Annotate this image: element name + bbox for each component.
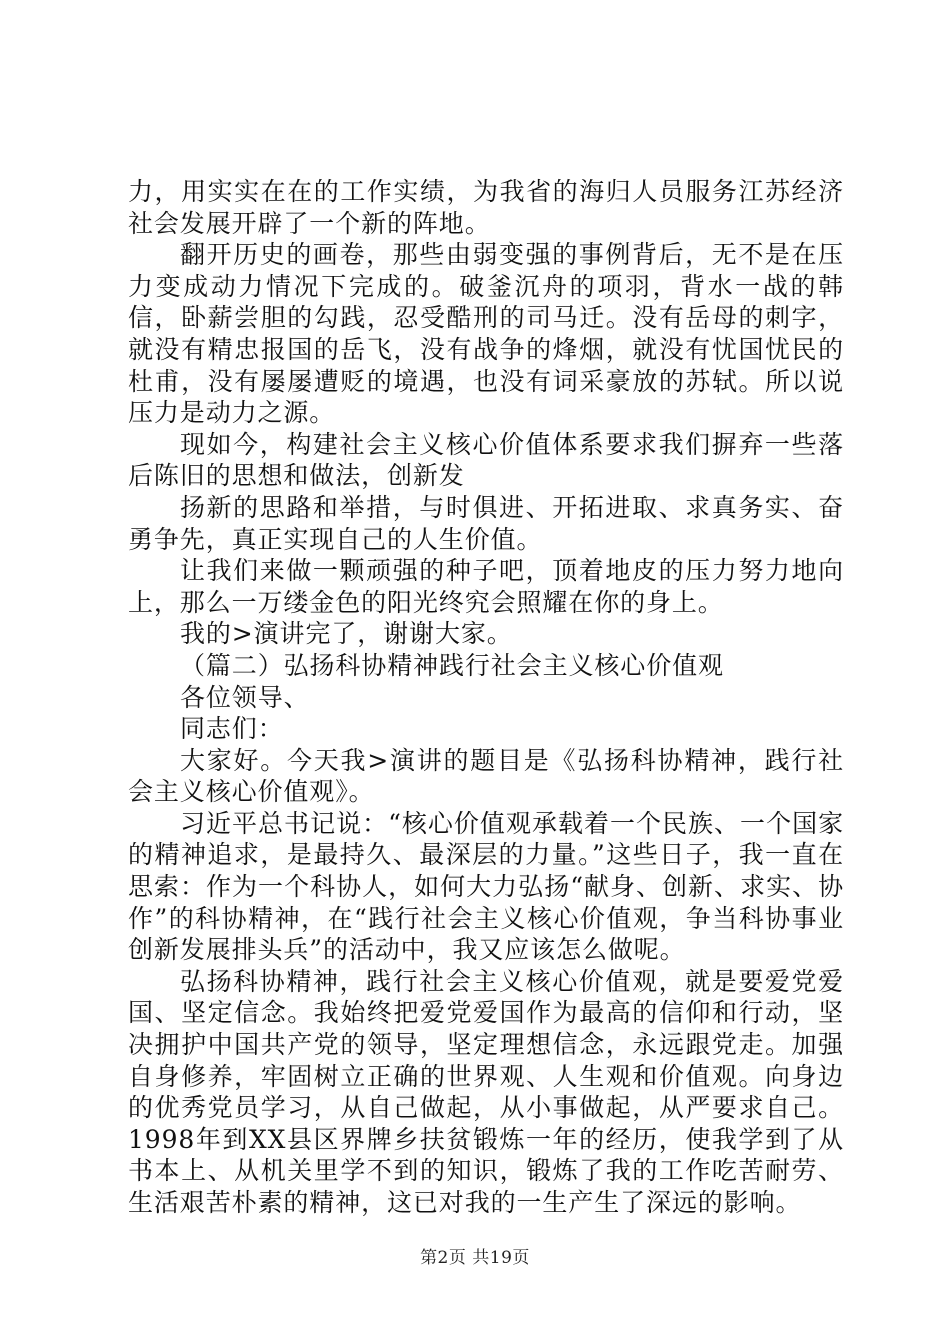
paragraph: 弘扬科协精神，践行社会主义核心价值观，就是要爱党爱国、坚定信念。我始终把爱党爱国作为最高的信仰和行动，坚决拥护中国共产党的领导，坚定理想信念，永远跟党走。加强自身修养，牢固树立正确的世界观、人生观和价值观。向身边的优秀党员学习，从自己做起，从小事做起，从严要求自己。1998年到XX县区界牌乡扶贫锻炼一年的经历，使我学到了从书本上、从机关里学不到的知识，锻炼了我的工作吃苦耐劳、生活艰苦朴素的精神，这已对我的一生产生了深远的影响。 — [128, 966, 844, 1217]
document-body — [128, 176, 844, 1219]
paragraph: 习近平总书记说：“核心价值观承载着一个民族、一个国家的精神追求，是最持久、最深层的力量。”这些日子，我一直在思索：作为一个科协人，如何大力弘扬“献身、创新、求实、协作”的科协精神，在“践行社会主义核心价值观，争当科协事业创新发展排头兵”的活动中，我又应该怎么做呢。 — [128, 808, 844, 965]
paragraph: 让我们来做一颗顽强的种子吧，顶着地皮的压力努力地向上，那么一万缕金色的阳光终究会照耀在你的身上。 — [128, 556, 844, 617]
paragraph: 扬新的思路和举措，与时俱进、开拓进取、求真务实、奋勇争先，真正实现自己的人生价值。 — [128, 492, 844, 554]
paragraph: 力，用实实在在的工作实绩，为我省的海归人员服务江苏经济社会发展开辟了一个新的阵地。 — [128, 177, 844, 238]
paragraph: 现如今，构建社会主义核心价值体系要求我们摒弃一些落后陈旧的思想和做法，创新发 — [128, 429, 844, 491]
salutation: 同志们： — [180, 714, 284, 744]
page-number: 第2页 共19页 — [420, 1248, 530, 1268]
salutation: 各位领导、 — [180, 682, 310, 712]
paragraph: 我的>演讲完了，谢谢大家。 — [180, 619, 513, 649]
section-heading: （篇二）弘扬科协精神践行社会主义核心价值观 — [180, 650, 724, 680]
paragraph: 翻开历史的画卷，那些由弱变强的事例背后，无不是在压力变成动力情况下完成的。破釜沉舟的项羽，背水一战的韩信，卧薪尝胆的勾践，忍受酷刑的司马迁。没有岳母的刺字，就没有精忠报国的岳飞，没有战争的烽烟，就没有忧国忧民的杜甫，没有屡屡遭贬的境遇，也没有词采豪放的苏轼。所以说压力是动力之源。 — [128, 240, 844, 428]
paragraph: 大家好。今天我>演讲的题目是《弘扬科协精神，践行社会主义核心价值观》。 — [128, 745, 844, 807]
